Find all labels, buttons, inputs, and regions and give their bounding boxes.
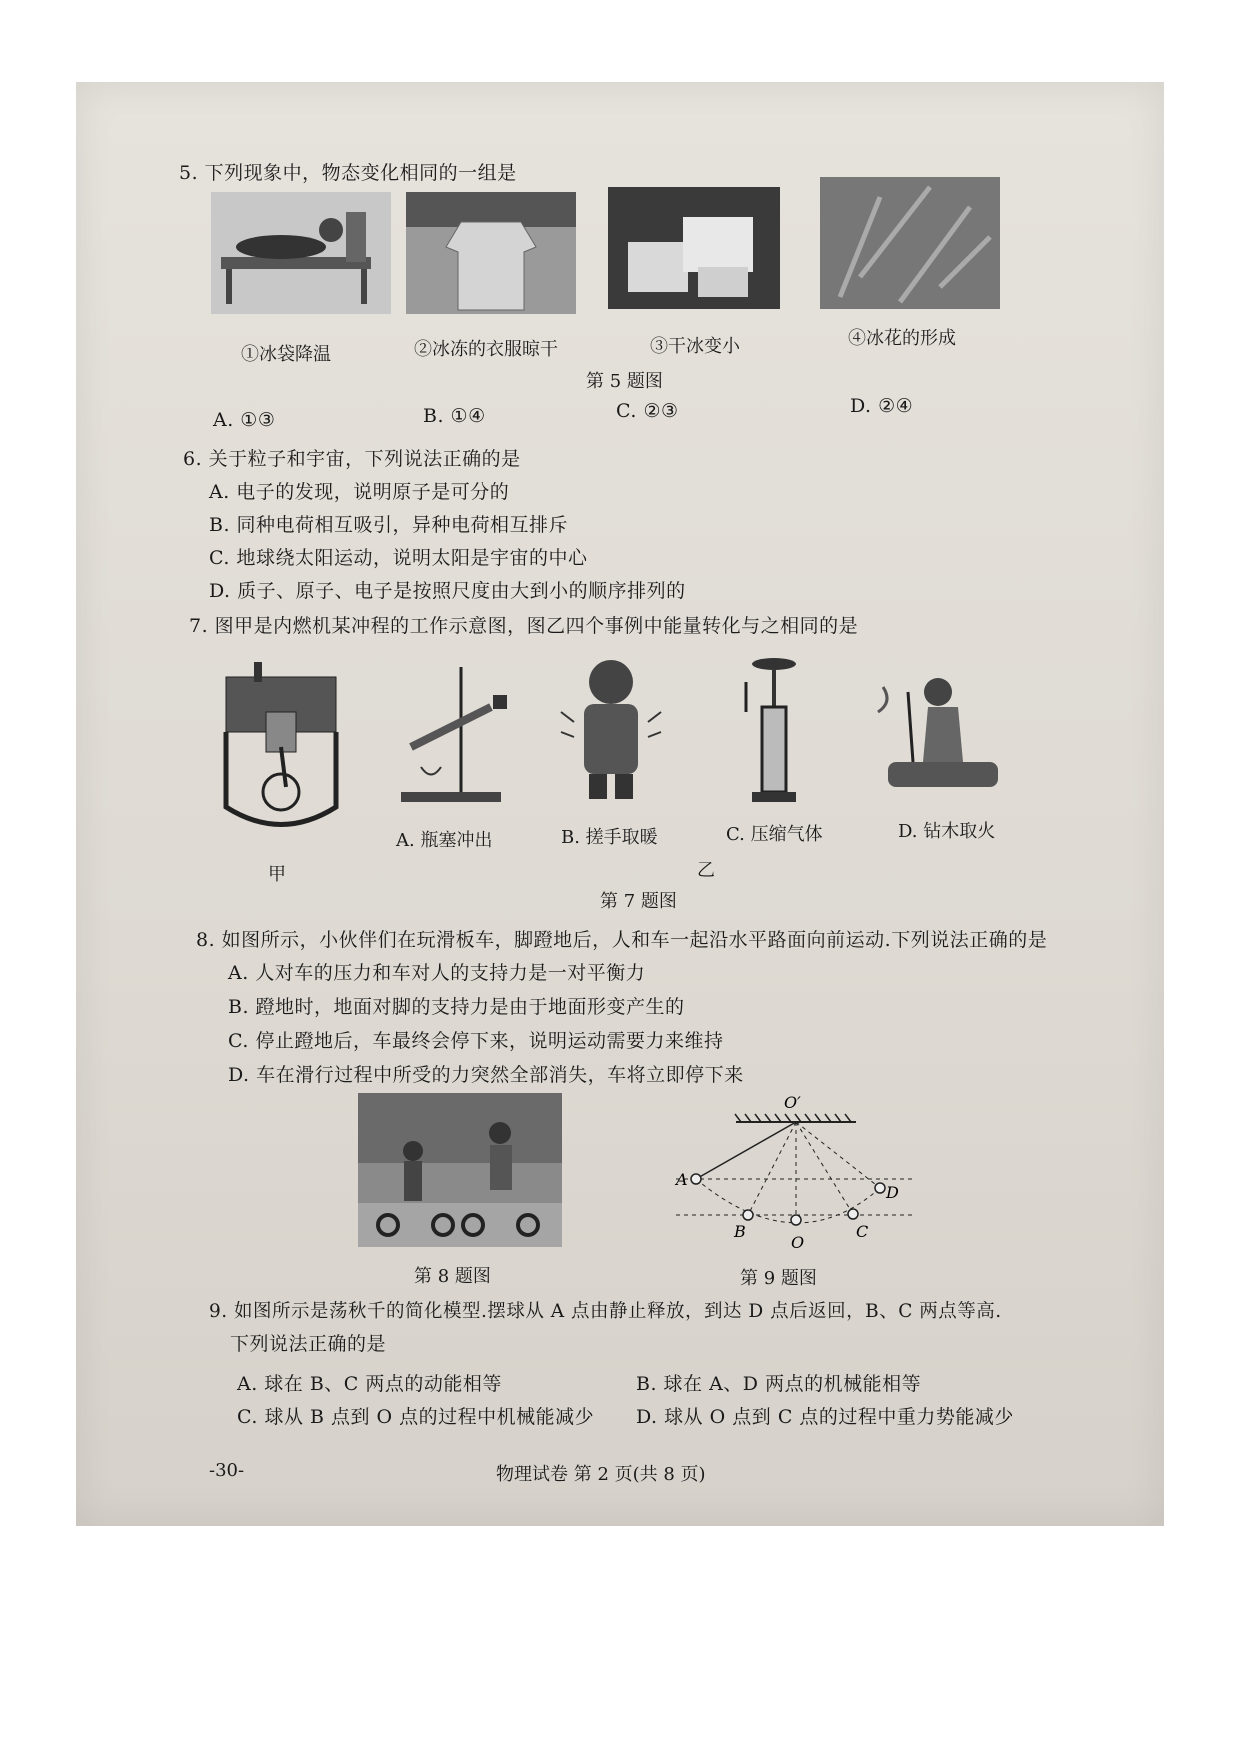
q9-option-c: C. 球从 B 点到 O 点的过程中机械能减少 (237, 1406, 595, 1428)
q9-point-b: B (734, 1222, 746, 1241)
q7-engine-diagram (216, 657, 346, 837)
q9-point-a: A (676, 1170, 688, 1189)
page-footer-title: 物理试卷 第 2 页(共 8 页) (496, 1464, 706, 1485)
q8-scooter-photo (358, 1093, 562, 1247)
q8-option-d: D. 车在滑行过程中所受的力突然全部消失，车将立即停下来 (228, 1064, 744, 1086)
q5-option-d: D. ②④ (850, 395, 914, 417)
q9-point-o: O (791, 1233, 805, 1252)
q5-figure-caption: 第 5 题图 (586, 371, 663, 392)
q5-option-a: A. ①③ (213, 409, 276, 431)
q8-option-a: A. 人对车的压力和车对人的支持力是一对平衡力 (228, 962, 646, 984)
q6-stem: 6. 关于粒子和宇宙，下列说法正确的是 (183, 448, 521, 470)
q8-figure-caption: 第 8 题图 (414, 1266, 491, 1287)
q5-image-dry-ice (608, 187, 780, 309)
q9-point-d: D (886, 1183, 899, 1202)
q7-label-yi: 乙 (697, 860, 715, 881)
q7-image-b-rub-hands (556, 652, 666, 802)
q7-image-a-bottle-cork (381, 657, 521, 812)
exam-page (76, 82, 1164, 1526)
q9-option-a: A. 球在 B、C 两点的动能相等 (237, 1373, 502, 1395)
q5-option-b: B. ①④ (423, 405, 486, 427)
q5-image-ice-flower (820, 177, 1000, 309)
q9-stem-line1: 9. 如图所示是荡秋千的简化模型.摆球从 A 点由静止释放，到达 D 点后返回，B、C 两点等高. (209, 1301, 1002, 1322)
q5-caption-1: ①冰袋降温 (241, 344, 331, 365)
q8-option-c: C. 停止蹬地后，车最终会停下来，说明运动需要力来维持 (228, 1030, 724, 1052)
q5-image-ice-bag (211, 192, 391, 314)
q9-point-top: O′ (784, 1093, 801, 1112)
q6-option-c: C. 地球绕太阳运动，说明太阳是宇宙的中心 (209, 547, 588, 569)
page-number: -30- (209, 1460, 245, 1481)
q5-caption-3: ③干冰变小 (650, 336, 740, 357)
q6-option-a: A. 电子的发现，说明原子是可分的 (209, 481, 510, 503)
q7-caption-b: B. 搓手取暖 (561, 827, 658, 848)
q9-option-d: D. 球从 O 点到 C 点的过程中重力势能减少 (636, 1406, 1014, 1428)
q7-image-d-drill-wood (868, 662, 1003, 802)
q5-stem: 5. 下列现象中，物态变化相同的一组是 (179, 162, 517, 184)
q6-option-b: B. 同种电荷相互吸引，异种电荷相互排斥 (209, 514, 569, 536)
q7-caption-a: A. 瓶塞冲出 (396, 830, 493, 851)
q9-pendulum-diagram (656, 1092, 1016, 1267)
q7-stem: 7. 图甲是内燃机某冲程的工作示意图，图乙四个事例中能量转化与之相同的是 (189, 615, 859, 637)
q8-option-b: B. 蹬地时，地面对脚的支持力是由于地面形变产生的 (228, 996, 685, 1018)
q9-stem-line2: 下列说法正确的是 (230, 1333, 387, 1355)
q5-caption-4: ④冰花的形成 (848, 328, 956, 349)
q7-label-jia: 甲 (268, 864, 286, 885)
q7-image-c-compress-gas (734, 652, 814, 807)
q5-option-c: C. ②③ (616, 400, 679, 422)
q7-figure-caption: 第 7 题图 (600, 891, 677, 912)
q8-stem: 8. 如图所示，小伙伴们在玩滑板车，脚蹬地后，人和车一起沿水平路面向前运动.下列说法正确的是 (196, 929, 1048, 951)
q5-image-frozen-clothes (406, 192, 576, 314)
q5-caption-2: ②冰冻的衣服晾干 (414, 339, 558, 360)
q9-option-b: B. 球在 A、D 两点的机械能相等 (636, 1373, 922, 1395)
q7-caption-c: C. 压缩气体 (726, 824, 823, 845)
q6-option-d: D. 质子、原子、电子是按照尺度由大到小的顺序排列的 (209, 580, 686, 602)
q9-figure-caption: 第 9 题图 (740, 1268, 817, 1289)
q7-caption-d: D. 钻木取火 (898, 821, 996, 842)
q9-point-c: C (856, 1222, 869, 1241)
